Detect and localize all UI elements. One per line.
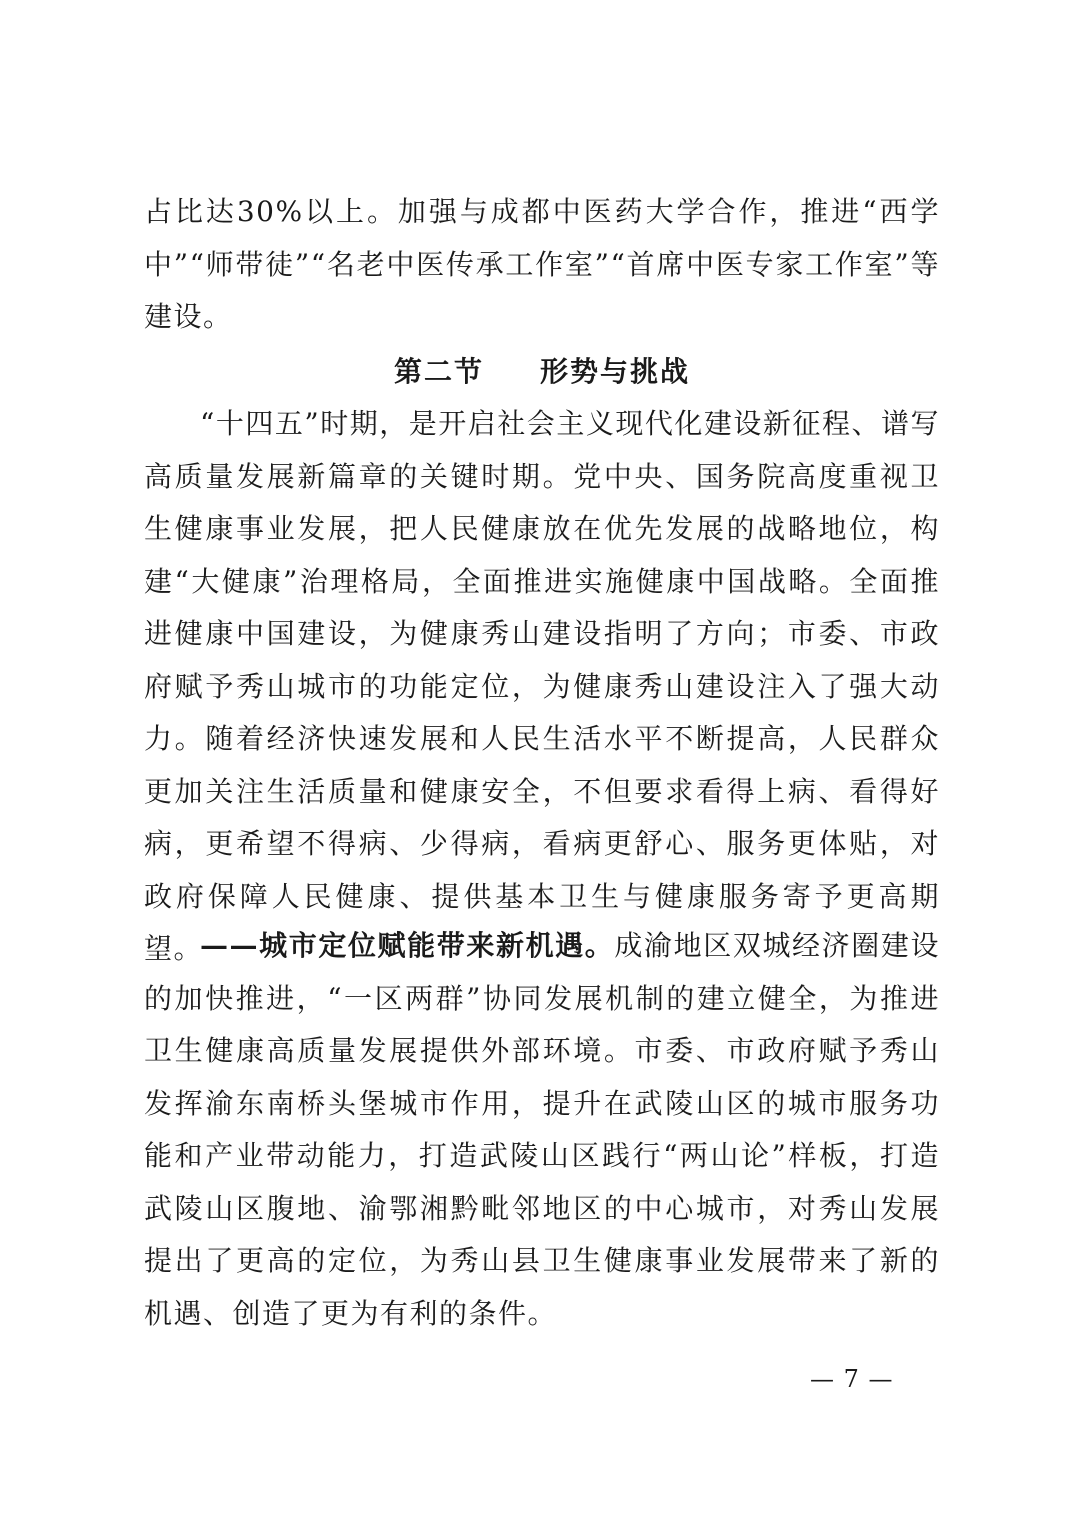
- page-number: — 7 —: [810, 1365, 894, 1393]
- section-number: 第二节: [393, 355, 484, 388]
- section-heading: [144, 346, 940, 399]
- section-title: 形势与挑战: [540, 355, 691, 388]
- paragraph-lead-heading: ——城市定位赋能带来新机遇。: [200, 929, 615, 962]
- paragraph-body: 成渝地区双城经济圈建设的加快推进，“一区两群”协同发展机制的建立健全，为推进卫生健康高质量发展提供外部环境。市委、市政府赋予秀山发挥渝东南桥头堡城市作用，提升在武陵山区的城市服务功能和产业带动能力，打造武陵山区践行“两山论”样板，打造武陵山区腹地、渝鄂湘黔毗邻地区的中心城市，对秀山发展提出了更高的定位，为秀山县卫生健康事业发展带来了新的机遇、创造了更为有利的条件。: [144, 929, 940, 1330]
- paragraph-situation: “十四五”时期，是开启社会主义现代化建设新征程、谱写高质量发展新篇章的关键时期。党中央、国务院高度重视卫生健康事业发展，把人民健康放在优先发展的战略地位，构建“大健康”治理格局，全面推进实施健康中国战略。全面推进健康中国建设，为健康秀山建设指明了方向；市委、市政府赋予秀山城市的功能定位，为健康秀山建设注入了强大动力。随着经济快速发展和人民生活水平不断提高，人民群众更加关注生活质量和健康安全，不但要求看得上病、看得好病，更希望不得病、少得病，看病更舒心、服务更体贴，对政府保障人民健康、提供基本卫生与健康服务寄予更高期望。: [144, 407, 940, 965]
- paragraph-opportunity: [144, 920, 940, 1340]
- paragraph-continued: 占比达30%以上。加强与成都中医药大学合作，推进“西学中”“师带徒”“名老中医传承工作室”“首席中医专家工作室”等建设。: [144, 195, 940, 333]
